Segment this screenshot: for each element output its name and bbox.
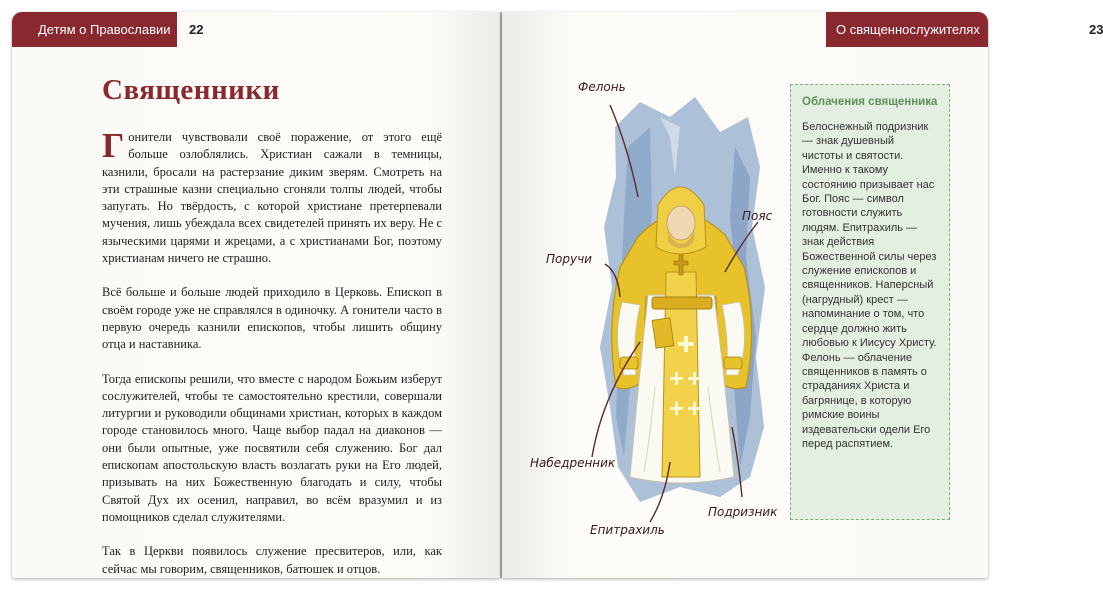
label-epitrakhil: Епитрахиль — [590, 523, 665, 537]
paragraph-text: онители чувствовали своё поражение, от этого ещё больше озлоблялись. Христиан сажали в темницы, казнили, бросали на растерзание диким зверям. Смотреть на эти страшные казни специально сгоняли толпы людей, чтобы запугать. Но твёрдость, с которой христиане претерпевали мучения, лишь убеждала всех свидетелей принять их веру. Не с языческими царями и жрецами, а с христианами Бог, поэтому христианам ничего не страшно. — [102, 130, 442, 266]
sidebar-title: Облачения священника — [802, 96, 938, 108]
left-running-head — [12, 12, 212, 47]
right-page-number: 23 — [1089, 22, 1103, 37]
paragraph-3: Тогда епископы решили, что вместе с народом Божьим изберут сослужителей, чтобы те самостоятельно крестили, совершали литургии и руководили общинами христиан, которых в каждом городе становилось много. Чаще выбор падал на диаконов — они были опытные, уже посвятили себя служению. Бог дал епископам апостольскую власть возлагать руки на Его людей, призывать на них Божественную благодать и силу, чтобы Святой Дух их осенил, направил, во всём вразумил и из помощников сделал служителями. — [102, 371, 442, 524]
paragraph-1 — [102, 126, 442, 267]
page-title: Священники — [102, 74, 280, 106]
drop-cap: Г — [102, 126, 125, 165]
left-running-head-title: Детям о Православии — [12, 12, 177, 47]
label-poyas: Пояс — [742, 209, 773, 223]
poyas-shape — [652, 297, 712, 309]
label-nabedrennik: Набедренник — [530, 456, 616, 470]
right-running-head-title: О священнослужителях — [826, 12, 988, 47]
label-podriznik: Подризник — [708, 505, 778, 519]
label-poruchi: Поручи — [546, 252, 592, 266]
left-page — [12, 12, 500, 578]
right-running-head — [788, 12, 1103, 47]
priest-vestments-figure — [520, 57, 820, 557]
priest-illustration — [520, 57, 820, 557]
body-text — [102, 126, 442, 595]
paragraph-4: Так в Церкви появилось служение пресвитеров, или, как сейчас мы говорим, священников, батюшек и отцов. — [102, 544, 442, 576]
vestments-sidebar — [790, 84, 950, 520]
sidebar-text: Белоснежный подризник — знак душевный чистоты и святости. Именно к такому состоянию призывает нас Бог. Пояс — символ готовности служить людям. Епитрахиль — знак действия Божественной силы через служение епископов и священников. Наперсный (нагрудный) крест — напоминание о том, что сердце должно жить любовью к Иисусу Христу. Фелонь — облачение священников в память о страданиях Христа и багрянице, в которую римские воины издевательски одели Его перед распятием. — [802, 121, 937, 450]
paragraph-2: Всё больше и больше людей приходило в Церковь. Епископ в своём городе уже не справлялся в одиночку. А гонители часто в первую очередь казнили епископов, чтобы лишить общину отца и наставника. — [102, 285, 442, 352]
right-page — [502, 12, 1103, 578]
left-page-number: 22 — [189, 22, 204, 37]
label-felon: Фелонь — [578, 80, 626, 94]
nabedrennik-shape — [652, 318, 674, 348]
